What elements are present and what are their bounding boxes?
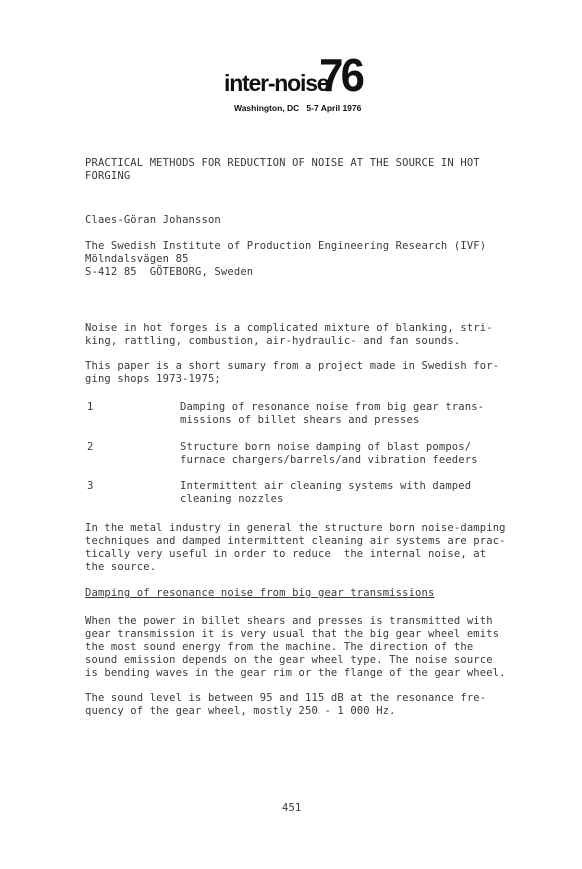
industry-paragraph xyxy=(85,522,506,574)
paragraph-line: tically very useful in order to reduce the internal noise, at xyxy=(85,548,487,560)
logo-word: inter-noise xyxy=(224,70,329,96)
item-line: Damping of resonance noise from big gear trans- xyxy=(180,401,485,413)
author-affiliation xyxy=(85,240,486,279)
paragraph-line: king, rattling, combustion, air-hydraulic- and fan sounds. xyxy=(85,335,461,347)
sound-level-paragraph xyxy=(85,692,486,718)
conference-subtitle: Washington, DC 5-7 April 1976 xyxy=(234,103,362,113)
section-heading: Damping of resonance noise from big gear transmissions xyxy=(85,587,435,599)
item-text xyxy=(180,401,484,427)
page-number: 451 xyxy=(282,802,302,814)
inter-noise-76-logo xyxy=(224,49,374,116)
item-number: 1 xyxy=(87,401,94,413)
paragraph-line: This paper is a short sumary from a project made in Swedish for- xyxy=(85,360,500,372)
paragraph-line: techniques and damped intermittent cleaning air systems are prac- xyxy=(85,535,506,547)
item-text xyxy=(180,480,471,506)
author-name: Claes-Göran Johansson xyxy=(85,214,221,226)
item-line: cleaning nozzles xyxy=(180,493,284,505)
paragraph-line: The sound level is between 95 and 115 dB at the resonance fre- xyxy=(85,692,487,704)
affiliation-line: Mölndalsvägen 85 xyxy=(85,253,189,265)
paragraph-line: ging shops 1973-1975; xyxy=(85,373,221,385)
title-line: PRACTICAL METHODS FOR REDUCTION OF NOISE AT THE SOURCE IN HOT xyxy=(85,157,480,169)
gear-transmission-paragraph xyxy=(85,615,506,680)
affiliation-line: S-412 85 GÖTEBORG, Sweden xyxy=(85,266,254,278)
item-number: 2 xyxy=(87,441,94,453)
paragraph-line: gear transmission it is very usual that the big gear wheel emits xyxy=(85,628,500,640)
logo-number: 76 xyxy=(319,49,363,101)
paragraph-line: When the power in billet shears and presses is transmitted with xyxy=(85,615,493,627)
paragraph-line: the source. xyxy=(85,561,157,573)
item-text xyxy=(180,441,478,467)
item-number: 3 xyxy=(87,480,94,492)
paragraph-line: In the metal industry in general the structure born noise-damping xyxy=(85,522,506,534)
paragraph-line: sound emission depends on the gear wheel type. The noise source xyxy=(85,654,493,666)
paragraph-line: quency of the gear wheel, mostly 250 - 1 000 Hz. xyxy=(85,705,396,717)
affiliation-line: The Swedish Institute of Production Engineering Research (IVF) xyxy=(85,240,487,252)
title-line: FORGING xyxy=(85,170,131,182)
paragraph-line: Noise in hot forges is a complicated mixture of blanking, stri- xyxy=(85,322,493,334)
paragraph-line: the most sound energy from the machine. The direction of the xyxy=(85,641,474,653)
summary-paragraph xyxy=(85,360,499,386)
paper-title xyxy=(85,157,480,183)
item-line: furnace chargers/barrels/and vibration feeders xyxy=(180,454,478,466)
paragraph-line: is bending waves in the gear rim or the flange of the gear wheel. xyxy=(85,667,506,679)
item-line: missions of billet shears and presses xyxy=(180,414,420,426)
item-line: Structure born noise damping of blast pompos/ xyxy=(180,441,472,453)
intro-paragraph xyxy=(85,322,493,348)
item-line: Intermittent air cleaning systems with damped xyxy=(180,480,472,492)
